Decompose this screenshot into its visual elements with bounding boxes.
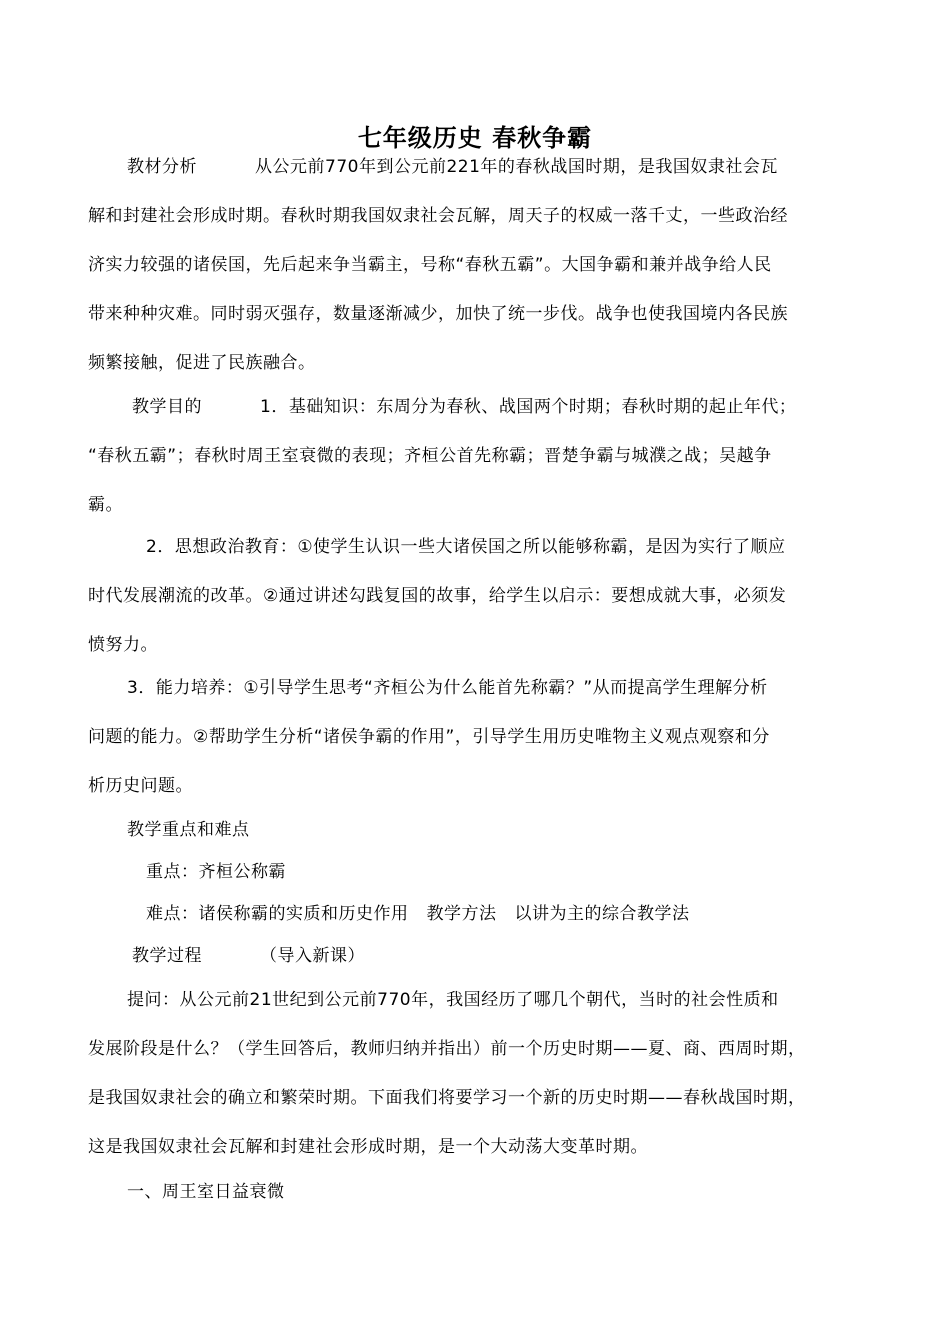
goals-label: 教学目的 (132, 397, 202, 417)
focus-key-point: 重点：齐桓公称霸 (146, 862, 286, 882)
goals-line-7: 3．能力培养：①引导学生思考“齐桓公为什么能首先称霸？”从而提高学生理解分析 (127, 678, 768, 698)
goals-line-4: 2．思想政治教育：①使学生认识一些大诸侯国之所以能够称霸，是因为实行了顺应 (146, 537, 786, 557)
process-line-0 (132, 944, 365, 968)
goals-line-6: 愤努力。 (88, 635, 158, 655)
process-intro: （导入新课） (260, 946, 365, 966)
focus-difficulty-line (146, 902, 690, 926)
goals-text-1: 1．基础知识：东周分为春秋、战国两个时期；春秋时期的起止年代； (260, 397, 797, 417)
goals-line-8: 问题的能力。②帮助学生分析“诸侯争霸的作用”，引导学生用历史唯物主义观点观察和分 (88, 727, 770, 747)
focus-difficulty: 难点：诸侯称霸的实质和历史作用 (146, 904, 409, 924)
analysis-line-5: 频繁接触，促进了民族融合。 (88, 353, 316, 373)
analysis-line-4: 带来种种灾难。同时弱灭强存，数量逐渐减少，加快了统一步伐。战争也使我国境内各民族 (88, 304, 788, 324)
section-heading-1: 一、周王室日益衰微 (127, 1182, 285, 1202)
document-title: 七年级历史 春秋争霸 (357, 124, 593, 152)
process-line-2: 发展阶段是什么？（学生回答后，教师归纳并指出）前一个历史时期——夏、商、西周时期， (88, 1039, 806, 1059)
goals-line-3: 霸。 (88, 495, 123, 515)
goals-line-1 (132, 395, 796, 419)
method-text: 以讲为主的综合教学法 (514, 904, 690, 924)
analysis-label: 教材分析 (127, 157, 197, 177)
process-line-1: 提问：从公元前21世纪到公元前770年，我国经历了哪几个朝代，当时的社会性质和 (127, 990, 779, 1010)
goals-line-5: 时代发展潮流的改革。②通过讲述勾践复国的故事，给学生以启示：要想成就大事，必须发 (88, 586, 787, 606)
analysis-line-2: 解和封建社会形成时期。春秋时期我国奴隶社会瓦解，周天子的权威一落千丈，一些政治经 (88, 206, 788, 226)
analysis-line-3: 济实力较强的诸侯国，先后起来争当霸主，号称“春秋五霸”。大国争霸和兼并战争给人民 (88, 255, 772, 275)
analysis-line-1 (127, 155, 778, 179)
process-line-4: 这是我国奴隶社会瓦解和封建社会形成时期，是一个大动荡大变革时期。 (88, 1137, 648, 1157)
goals-line-9: 析历史问题。 (88, 776, 193, 796)
process-line-3: 是我国奴隶社会的确立和繁荣时期。下面我们将要学习一个新的历史时期——春秋战国时期， (88, 1088, 806, 1108)
analysis-text-1: 从公元前770年到公元前221年的春秋战国时期，是我国奴隶社会瓦 (255, 157, 778, 177)
process-label: 教学过程 (132, 946, 202, 966)
focus-heading: 教学重点和难点 (127, 820, 250, 840)
goals-line-2: “春秋五霸”；春秋时周王室衰微的表现；齐桓公首先称霸；晋楚争霸与城濮之战；吴越争 (88, 446, 772, 466)
method-label: 教学方法 (426, 904, 497, 924)
